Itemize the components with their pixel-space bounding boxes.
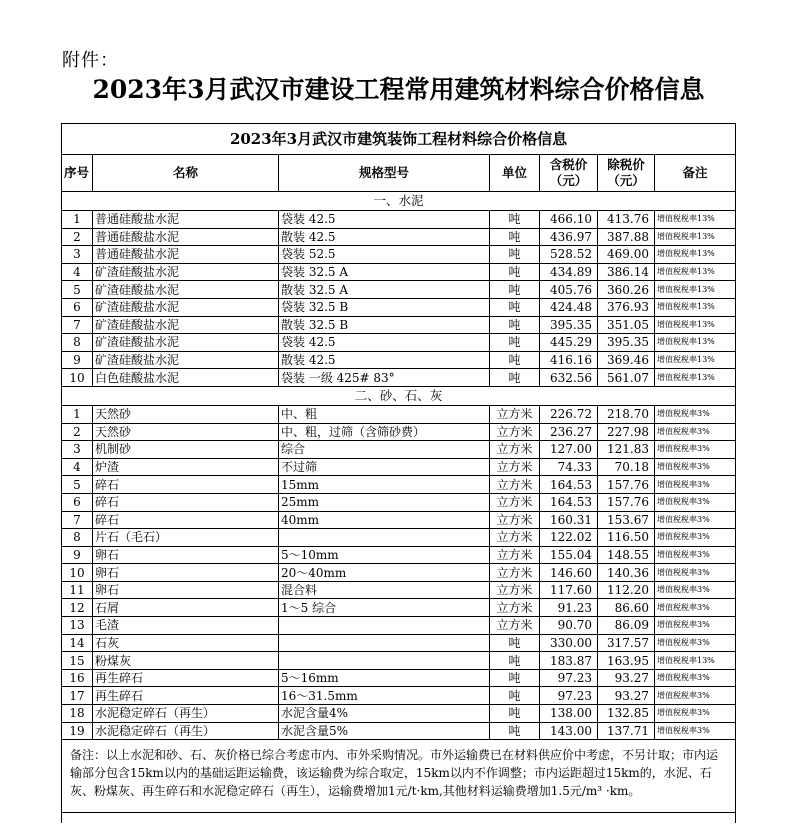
row-number-cell: 6 (62, 493, 93, 511)
row-number-cell: 9 (62, 546, 93, 564)
material-name-cell: 白色硅酸盐水泥 (93, 369, 279, 387)
unit-cell: 立方米 (490, 581, 540, 599)
price-tax-included-cell: 160.31 (540, 511, 598, 529)
spec-model-cell: 水泥含量5% (279, 722, 490, 740)
table-row (62, 687, 736, 705)
unit-cell: 立方米 (490, 599, 540, 617)
remark-cell: 增值税税率13% (655, 334, 736, 352)
price-tax-excluded-cell: 86.09 (598, 617, 655, 635)
row-number-cell: 5 (62, 476, 93, 494)
table-row (62, 705, 736, 723)
remark-cell: 增值税税率3% (655, 405, 736, 423)
row-number-cell: 7 (62, 511, 93, 529)
unit-cell: 立方米 (490, 476, 540, 494)
unit-cell: 吨 (490, 334, 540, 352)
spec-model-cell (279, 529, 490, 547)
spec-model-cell: 袋装 42.5 (279, 211, 490, 229)
unit-cell: 立方米 (490, 423, 540, 441)
row-number-cell: 2 (62, 423, 93, 441)
spec-model-cell (279, 617, 490, 635)
row-number-cell: 3 (62, 246, 93, 264)
row-number-cell: 16 (62, 669, 93, 687)
price-tax-included-cell: 138.00 (540, 705, 598, 723)
remark-cell: 增值税税率3% (655, 476, 736, 494)
remark-cell: 增值税税率3% (655, 687, 736, 705)
price-tax-included-cell: 632.56 (540, 369, 598, 387)
table-row (62, 476, 736, 494)
remark-cell: 增值税税率13% (655, 652, 736, 670)
spec-model-cell: 混合料 (279, 581, 490, 599)
price-tax-excluded-cell: 413.76 (598, 211, 655, 229)
table-row (62, 493, 736, 511)
material-name-cell: 石灰 (93, 634, 279, 652)
price-tax-included-cell: 90.70 (540, 617, 598, 635)
price-tax-included-cell: 445.29 (540, 334, 598, 352)
remark-cell: 增值税税率13% (655, 281, 736, 299)
row-number-cell: 1 (62, 211, 93, 229)
price-tax-included-cell: 416.16 (540, 351, 598, 369)
remark-cell: 增值税税率13% (655, 228, 736, 246)
spec-model-cell: 袋装 32.5 B (279, 298, 490, 316)
section-title: 一、水泥 (62, 192, 736, 211)
price-tax-excluded-cell: 351.05 (598, 316, 655, 334)
price-tax-excluded-cell: 317.57 (598, 634, 655, 652)
price-tax-included-cell: 434.89 (540, 263, 598, 281)
table-row (62, 281, 736, 299)
col-header-price-excl-line1: 除税价 (607, 157, 645, 172)
price-tax-included-cell: 436.97 (540, 228, 598, 246)
price-tax-excluded-cell: 386.14 (598, 263, 655, 281)
spec-model-cell: 散装 32.5 A (279, 281, 490, 299)
material-name-cell: 水泥稳定碎石（再生） (93, 722, 279, 740)
price-tax-excluded-cell: 163.95 (598, 652, 655, 670)
price-tax-excluded-cell: 561.07 (598, 369, 655, 387)
table-row (62, 599, 736, 617)
remark-cell: 增值税税率3% (655, 722, 736, 740)
remark-cell: 增值税税率3% (655, 441, 736, 459)
material-name-cell: 碎石 (93, 476, 279, 494)
row-number-cell: 8 (62, 529, 93, 547)
remark-cell: 增值税税率3% (655, 705, 736, 723)
remark-cell: 增值税税率13% (655, 263, 736, 281)
col-header-price-excl-line2: （元） (607, 173, 645, 188)
price-tax-excluded-cell: 137.71 (598, 722, 655, 740)
col-header-remark: 备注 (655, 155, 736, 192)
col-header-spec: 规格型号 (279, 155, 490, 192)
material-name-cell: 矿渣硅酸盐水泥 (93, 298, 279, 316)
table-row (62, 316, 736, 334)
spec-model-cell: 散装 42.5 (279, 228, 490, 246)
price-tax-included-cell: 226.72 (540, 405, 598, 423)
row-number-cell: 15 (62, 652, 93, 670)
material-name-cell: 再生碎石 (93, 687, 279, 705)
table-row (62, 634, 736, 652)
unit-cell: 吨 (490, 281, 540, 299)
unit-cell: 吨 (490, 298, 540, 316)
spec-model-cell: 水泥含量4% (279, 705, 490, 723)
remark-cell: 增值税税率3% (655, 599, 736, 617)
table-row (62, 211, 736, 229)
material-name-cell: 碎石 (93, 511, 279, 529)
remark-cell: 增值税税率3% (655, 564, 736, 582)
table-body (62, 192, 736, 740)
table-header-row (62, 155, 736, 192)
price-tax-excluded-cell: 86.60 (598, 599, 655, 617)
unit-cell: 吨 (490, 228, 540, 246)
price-tax-included-cell: 127.00 (540, 441, 598, 459)
table-row (62, 351, 736, 369)
unit-cell: 吨 (490, 634, 540, 652)
unit-cell: 吨 (490, 246, 540, 264)
material-name-cell: 机制砂 (93, 441, 279, 459)
unit-cell: 吨 (490, 652, 540, 670)
col-header-price-incl (540, 155, 598, 192)
unit-cell: 立方米 (490, 529, 540, 547)
table-row (62, 581, 736, 599)
spec-model-cell (279, 634, 490, 652)
table-continuation-cell (62, 813, 736, 824)
material-name-cell: 矿渣硅酸盐水泥 (93, 334, 279, 352)
unit-cell: 吨 (490, 211, 540, 229)
unit-cell: 吨 (490, 705, 540, 723)
table-row (62, 228, 736, 246)
table-row (62, 511, 736, 529)
table-continuation (62, 813, 736, 824)
table-row (62, 298, 736, 316)
spec-model-cell: 20～40mm (279, 564, 490, 582)
table-row (62, 458, 736, 476)
remark-cell: 增值税税率13% (655, 316, 736, 334)
material-name-cell: 水泥稳定碎石（再生） (93, 705, 279, 723)
price-tax-included-cell: 330.00 (540, 634, 598, 652)
price-tax-included-cell: 122.02 (540, 529, 598, 547)
row-number-cell: 4 (62, 263, 93, 281)
row-number-cell: 10 (62, 564, 93, 582)
spec-model-cell (279, 652, 490, 670)
price-tax-included-cell: 74.33 (540, 458, 598, 476)
table-row (62, 669, 736, 687)
remark-cell: 增值税税率3% (655, 511, 736, 529)
unit-cell: 吨 (490, 687, 540, 705)
row-number-cell: 12 (62, 599, 93, 617)
price-tax-excluded-cell: 153.67 (598, 511, 655, 529)
material-name-cell: 粉煤灰 (93, 652, 279, 670)
col-header-price-excl (598, 155, 655, 192)
spec-model-cell: 1～5 综合 (279, 599, 490, 617)
spec-model-cell: 袋装 一级 425# 83° (279, 369, 490, 387)
note-row (62, 740, 736, 813)
price-tax-excluded-cell: 121.83 (598, 441, 655, 459)
price-tax-included-cell: 466.10 (540, 211, 598, 229)
unit-cell: 立方米 (490, 405, 540, 423)
row-number-cell: 2 (62, 228, 93, 246)
unit-cell: 吨 (490, 669, 540, 687)
table-row (62, 369, 736, 387)
remark-cell: 增值税税率3% (655, 581, 736, 599)
document-title: 2023年3月武汉市建设工程常用建筑材料综合价格信息 (92, 75, 705, 104)
price-tax-excluded-cell: 112.20 (598, 581, 655, 599)
section-header-row (62, 386, 736, 405)
table-row (62, 652, 736, 670)
remark-cell: 增值税税率13% (655, 211, 736, 229)
remark-cell: 增值税税率3% (655, 529, 736, 547)
material-name-cell: 再生碎石 (93, 669, 279, 687)
material-name-cell: 片石（毛石） (93, 529, 279, 547)
spec-model-cell: 16～31.5mm (279, 687, 490, 705)
price-tax-excluded-cell: 360.26 (598, 281, 655, 299)
remark-cell: 增值税税率3% (655, 546, 736, 564)
footnote: 备注：以上水泥和砂、石、灰价格已综合考虑市内、市外采购情况。市外运输费已在材料供应价中考虑，不另计取；市内运输部分包含15km以内的基础运距运输费，该运输费为综合取定，15km以内不作调整；市内运距超过15km的，水泥、石灰、粉煤灰、再生碎石和水泥稳定碎石（再生），运输费增加1元/t·km,其他材料运输费增加1.5元/m³ ·km。 (62, 740, 736, 813)
attachment-label: 附件： (62, 50, 119, 71)
row-number-cell: 13 (62, 617, 93, 635)
price-tax-excluded-cell: 218.70 (598, 405, 655, 423)
unit-cell: 吨 (490, 369, 540, 387)
price-tax-included-cell: 164.53 (540, 493, 598, 511)
material-name-cell: 炉渣 (93, 458, 279, 476)
material-name-cell: 毛渣 (93, 617, 279, 635)
remark-cell: 增值税税率3% (655, 634, 736, 652)
row-number-cell: 11 (62, 581, 93, 599)
row-number-cell: 1 (62, 405, 93, 423)
remark-cell: 增值税税率13% (655, 369, 736, 387)
material-name-cell: 天然砂 (93, 423, 279, 441)
unit-cell: 立方米 (490, 441, 540, 459)
row-number-cell: 14 (62, 634, 93, 652)
price-tax-included-cell: 155.04 (540, 546, 598, 564)
row-number-cell: 17 (62, 687, 93, 705)
price-tax-excluded-cell: 132.85 (598, 705, 655, 723)
unit-cell: 立方米 (490, 511, 540, 529)
spec-model-cell: 袋装 42.5 (279, 334, 490, 352)
material-name-cell: 矿渣硅酸盐水泥 (93, 263, 279, 281)
row-number-cell: 4 (62, 458, 93, 476)
price-tax-excluded-cell: 469.00 (598, 246, 655, 264)
table-row (62, 263, 736, 281)
spec-model-cell: 5～16mm (279, 669, 490, 687)
price-tax-included-cell: 183.87 (540, 652, 598, 670)
price-tax-included-cell: 143.00 (540, 722, 598, 740)
spec-model-cell: 40mm (279, 511, 490, 529)
remark-cell: 增值税税率3% (655, 617, 736, 635)
price-table (61, 123, 736, 823)
spec-model-cell: 综合 (279, 441, 490, 459)
material-name-cell: 矿渣硅酸盐水泥 (93, 316, 279, 334)
price-tax-excluded-cell: 157.76 (598, 476, 655, 494)
price-table-container (61, 123, 735, 823)
price-tax-included-cell: 91.23 (540, 599, 598, 617)
col-header-name: 名称 (93, 155, 279, 192)
remark-cell: 增值税税率3% (655, 493, 736, 511)
unit-cell: 吨 (490, 263, 540, 281)
price-tax-included-cell: 117.60 (540, 581, 598, 599)
price-tax-excluded-cell: 116.50 (598, 529, 655, 547)
spec-model-cell: 散装 32.5 B (279, 316, 490, 334)
spec-model-cell: 5～10mm (279, 546, 490, 564)
table-row (62, 441, 736, 459)
table-row (62, 334, 736, 352)
row-number-cell: 3 (62, 441, 93, 459)
material-name-cell: 碎石 (93, 493, 279, 511)
section-header-row (62, 192, 736, 211)
price-tax-included-cell: 97.23 (540, 687, 598, 705)
col-header-price-incl-line1: 含税价 (549, 157, 588, 172)
row-number-cell: 7 (62, 316, 93, 334)
price-tax-included-cell: 146.60 (540, 564, 598, 582)
material-name-cell: 卵石 (93, 546, 279, 564)
unit-cell: 吨 (490, 316, 540, 334)
price-tax-excluded-cell: 93.27 (598, 687, 655, 705)
row-number-cell: 6 (62, 298, 93, 316)
unit-cell: 立方米 (490, 564, 540, 582)
table-row (62, 722, 736, 740)
price-tax-excluded-cell: 395.35 (598, 334, 655, 352)
remark-cell: 增值税税率3% (655, 423, 736, 441)
row-number-cell: 10 (62, 369, 93, 387)
table-row (62, 405, 736, 423)
section-title: 二、砂、石、灰 (62, 386, 736, 405)
spec-model-cell: 中、粗 (279, 405, 490, 423)
price-tax-included-cell: 424.48 (540, 298, 598, 316)
table-row (62, 529, 736, 547)
col-header-price-incl-line2: （元） (549, 173, 588, 188)
table-row (62, 246, 736, 264)
table-title: 2023年3月武汉市建筑装饰工程材料综合价格信息 (62, 124, 736, 155)
material-name-cell: 普通硅酸盐水泥 (93, 228, 279, 246)
price-tax-included-cell: 405.76 (540, 281, 598, 299)
price-tax-excluded-cell: 140.36 (598, 564, 655, 582)
price-tax-excluded-cell: 387.88 (598, 228, 655, 246)
unit-cell: 立方米 (490, 546, 540, 564)
material-name-cell: 卵石 (93, 581, 279, 599)
price-tax-excluded-cell: 227.98 (598, 423, 655, 441)
remark-cell: 增值税税率3% (655, 669, 736, 687)
price-tax-excluded-cell: 369.46 (598, 351, 655, 369)
row-number-cell: 5 (62, 281, 93, 299)
col-header-unit: 单位 (490, 155, 540, 192)
spec-model-cell: 15mm (279, 476, 490, 494)
table-row (62, 617, 736, 635)
price-tax-excluded-cell: 157.76 (598, 493, 655, 511)
price-tax-included-cell: 236.27 (540, 423, 598, 441)
table-row (62, 546, 736, 564)
row-number-cell: 19 (62, 722, 93, 740)
row-number-cell: 9 (62, 351, 93, 369)
price-tax-excluded-cell: 376.93 (598, 298, 655, 316)
material-name-cell: 普通硅酸盐水泥 (93, 211, 279, 229)
remark-cell: 增值税税率13% (655, 246, 736, 264)
material-name-cell: 石屑 (93, 599, 279, 617)
col-header-no: 序号 (62, 155, 93, 192)
price-tax-included-cell: 395.35 (540, 316, 598, 334)
spec-model-cell: 不过筛 (279, 458, 490, 476)
price-tax-included-cell: 97.23 (540, 669, 598, 687)
material-name-cell: 矿渣硅酸盐水泥 (93, 281, 279, 299)
price-tax-included-cell: 164.53 (540, 476, 598, 494)
table-row (62, 423, 736, 441)
remark-cell: 增值税税率3% (655, 458, 736, 476)
unit-cell: 吨 (490, 722, 540, 740)
unit-cell: 立方米 (490, 617, 540, 635)
unit-cell: 立方米 (490, 493, 540, 511)
material-name-cell: 卵石 (93, 564, 279, 582)
spec-model-cell: 中、粗，过筛（含筛砂费） (279, 423, 490, 441)
remark-cell: 增值税税率13% (655, 298, 736, 316)
unit-cell: 立方米 (490, 458, 540, 476)
material-name-cell: 天然砂 (93, 405, 279, 423)
price-tax-excluded-cell: 93.27 (598, 669, 655, 687)
unit-cell: 吨 (490, 351, 540, 369)
material-name-cell: 矿渣硅酸盐水泥 (93, 351, 279, 369)
remark-cell: 增值税税率13% (655, 351, 736, 369)
price-tax-included-cell: 528.52 (540, 246, 598, 264)
spec-model-cell: 散装 42.5 (279, 351, 490, 369)
material-name-cell: 普通硅酸盐水泥 (93, 246, 279, 264)
price-tax-excluded-cell: 148.55 (598, 546, 655, 564)
price-tax-excluded-cell: 70.18 (598, 458, 655, 476)
row-number-cell: 8 (62, 334, 93, 352)
spec-model-cell: 袋装 52.5 (279, 246, 490, 264)
row-number-cell: 18 (62, 705, 93, 723)
spec-model-cell: 25mm (279, 493, 490, 511)
spec-model-cell: 袋装 32.5 A (279, 263, 490, 281)
table-row (62, 564, 736, 582)
